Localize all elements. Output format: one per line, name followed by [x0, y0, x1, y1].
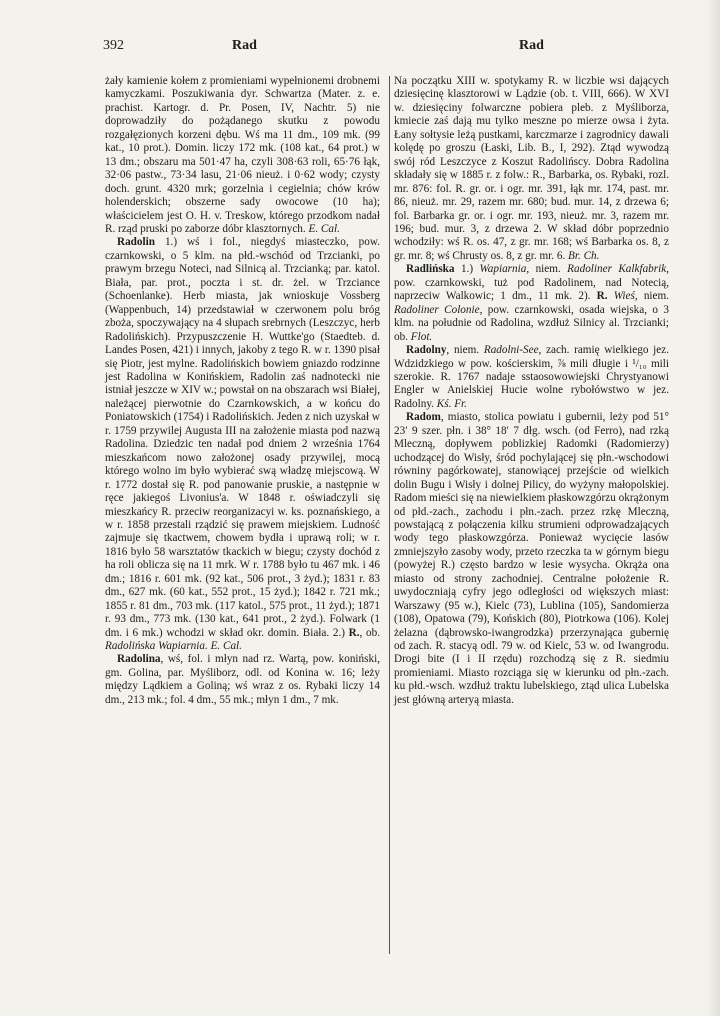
entry-text: , pow. czarnkowski, osada wiejska, o 3 klm. na południe od Radolina, wzdłuż Silnicy al. Trzcianki; ob.: [394, 303, 669, 343]
entry-text: 1.): [454, 263, 480, 276]
entry-headword: Radolina: [117, 653, 161, 666]
cross-reference: Flot.: [410, 330, 433, 343]
entry-text: , ob.: [359, 626, 381, 639]
entry-radom: [394, 411, 669, 707]
running-head-left: Rad: [232, 38, 257, 53]
page-number: 392: [103, 38, 124, 53]
page-header: [0, 38, 720, 62]
entry-headword: Radolin: [117, 236, 155, 249]
italic-name: Radoliner Colonie: [394, 303, 480, 316]
entry-headword: Radolny: [406, 344, 447, 357]
author-signature: Br. Ch.: [568, 249, 600, 262]
column-divider: [389, 76, 390, 954]
entry-radolina: [105, 653, 380, 707]
entry-text: , pow. czarnkowski, tuż pod Radolinem, nad Notecią, naprzeciw Walkowic; 1 dm., 11 mk. 2).: [394, 263, 669, 303]
entry-radolin: [105, 236, 380, 653]
entry-radlinska: [394, 263, 669, 344]
italic-name: Wapiarnia: [479, 263, 527, 276]
entry-text: , niem.: [634, 290, 669, 303]
paragraph-continuation: [394, 75, 669, 263]
left-column: [105, 75, 380, 707]
entry-text: , wś, fol. i młyn nad rz. Wartą, pow. koniński, gm. Golina, par. Myśliborz, odl. od Konina w. 16; leży między Lądkiem a Goliną; wś wraz z os. Rybaki liczy 14 dm., 213 mk.; fol. 4 dm., 55 mk.; młyn 1 dm., 7 mk.: [105, 653, 380, 706]
entry-text: 1.) wś i fol., niegdyś miasteczko, pow. czarnkowski, o 5 klm. na płd.-wschód od Trzcianki, po prawym brzegu Noteci, nad Silnicą al. Trzcianką; par. katol. Biała, par. prot., poczta i st. dr. żel. w Trzciance (Schoenlanke). Herb miasta, jak wnioskuje Vossberg (Wappenbuch, 14) przedstawiał w czerwonem polu bróg zboża, spoczywający na 4 słupach srebrnych (Leszczyc, herb Radolińskich). Przypuszczenie H. Wuttke'go (Staedteb. d. Landes Posen, 421) i innych, jakoby z tego R. w r. 1390 pisał się Piotr, jest mylne. Radolińskich bowiem gniazdo rodzinne jest Radolina w Konińskiem, Radolin zaś nadnotecki nie istniał jeszcze w XIV w.; powstał on na obszarach wsi Białej, należącej pierwotnie do Czarnkowskich, a w końcu do Poniatowskich (1754) i Radolińskich. Jeden z nich uzyskał w r. 1759 przywilej Augusta III na założenie miasta pod nazwą Radolina. Dziedzic ten nadał pod dniem 2 września 1764 mieszkańcom nowo założonej osady przywilej, mocą którego wolno im było wybierać swą władzę miejscową. W r. 1772 dostał się R. pod panowanie pruskie, a następnie w ręce jakiegoś Livonius'a. W 1848 r. oświadczyli się mieszkańcy R. przeciw reorganizacyi w. ks. poznańskiego, a w r. 1858 przestali rządzić się prawem miejskiem. Ludność zajmuje się tkactwem, chowem bydła i uprawą roli; w r. 1816 było 58 warsztatów tkackich w biegu; czysty dochód z ha roli oblicza się na 11 mrk. W r. 1788 było tu 467 mk. i 46 dm.; 1816 r. 601 mk. (92 kat., 506 prot., 3 żyd.); 1831 r. 83 dm., 627 mk. (60 kat., 552 prot., 15 żyd.); 1842 r. 721 mk.; 1855 r. 81 dm., 703 mk. (117 katol., 575 prot., 11 żyd.); 1871 r. 93 dm., 773 mk. (130 kat., 641 prot., 2 żyd.). Folwark (1 dm. i 6 mk.) wchodzi w skład okr. domin. Biała. 2.): [105, 236, 380, 639]
paragraph-continuation: [105, 75, 380, 236]
right-column: [394, 75, 669, 707]
entry-headword: Radom: [406, 411, 441, 424]
cross-reference: Radolińska Wapiarnia.: [105, 640, 208, 653]
author-signature: E. Cal.: [210, 640, 242, 653]
entry-headword-secondary: R.: [348, 626, 360, 639]
page-edge-shadow: [706, 0, 720, 1016]
entry-headword: Radlińska: [406, 263, 455, 276]
italic-name: Radoliner Kalkfabrik: [567, 263, 667, 276]
entry-text: , miasto, stolica powiatu i gubernii, leży pod 51° 23′ 9 szer. płn. i 38° 18′ 7 dłg. wsch. (od Ferro), nad rzką Mleczną, dopływem poblizkiej Radomki (Radomierzy) uchodzącej do Wisły, śród pochylającej się płn.-wschodowi równiny pagórkowatej, stanowiącej przejście od wielkich dolin Bugu i Wisły i dolnej Pilicy, do wyżyny małopolskiej. Radom mieści się na niewielkiem płaskowzgórzu okrążonym od płd.-zach., zachodu i płn.-zach. przez rzkę Mleczną, powstającą z połączenia kilku strumieni odprowadzających wody tego płaskowzgórza. Ponieważ wycięcie lasów zmniejszyło zasoby wody, przeto rzeczka ta w górnym biegu (powyżej R.) często bardzo w lesie wysycha. Okrąża ona miasto od strony zachodniej. Centralne położenie R. uwydoczniają cyfry jego odległości od większych miast: Warszawy (95 w.), Kielc (73), Lublina (105), Sandomierza (108), Opatowa (79), Końskich (80), Piotrkowa (106). Kolej żelazna (dąbrowsko-iwangrodzka) przerzynająca gubernię od zach. R. stacyą odl. 79 w. od Kielc, 53 w. od Iwangrodu. Drogi bite (I i II rzędu) rozchodzą się z R. siedmiu promieniami. Miasto rozciąga się w kierunku od płn.-zach. ku płd.-wsch. wzdłuż traktu lubelskiego, ztąd ulica Lubelska jest główną arteryą miasta.: [394, 411, 669, 706]
paragraph-text: żały kamienie kołem z promieniami wypełnionemi drobnemi kamyczkami. Poszukiwania dyr. Schwartza (Mater. z. e. prachist. Kartogr. d. Pr. Posen, IV, Nachtr. 5) nie doprowadziły do pożądanego skutku z powodu rozgałęzionych korzeni dębu. Wś ma 11 dm., 109 mk. (99 kat., 10 prot.). Domin. liczy 172 mk. (108 kat., 64 prot.) w 13 dm.; obszaru ma 501·47 ha, czyli 308·63 roli, 65·76 łąk, 32·06 pastw., 73·34 lasu, 21·06 nieuż. i 0·62 wody; czysty doch. grunt. 4320 mrk; gorzelnia i cegielnia; chów krów holenderskich; obszerne sady owocowe (10 ha); właścicielem jest O. H. v. Treskow, którego przodkom nadał R. rząd pruski po zaborze dóbr klasztornych.: [105, 75, 380, 235]
entry-radolny: [394, 344, 669, 411]
entry-text: , niem.: [526, 263, 568, 276]
author-signature: E. Cal.: [308, 222, 340, 235]
entry-headword-secondary: R.: [596, 290, 608, 303]
running-head-right: Rad: [519, 38, 544, 53]
entry-text: , niem.: [446, 344, 484, 357]
paragraph-text: Na początku XIII w. spotykamy R. w liczbie wsi dających dziesięcinę klasztorowi w Lądzie (ob. t. VIII, 666). W XVI w. dziesięciny folwarczne pobiera pleb. z Myśliborza, kmiecie zaś dają mu tylko meszne po mierze owsa i żyta. Łany sołtysie leżą pustkami, karczmarze i zagrodnicy dawali kolędę po groszu (Łaski, Lib. B., I, 292). Ztąd wywodzą swój ród Leszczyce z Koszut Radolińscy. Dobra Radolina składały się w 1885 r. z folw.: R., Barbarka, os. Rybaki, rozl. mr. 876: fol. R. gr. or. i ogr. mr. 391, łąk mr. 174, past. mr. 86, nieuż. mr. 29, razem mr. 680; bud. mur. 14, z drzewa 6; fol. Barbarka gr. or. i ogr. mr. 193, nieuż. mr. 3, razem mr. 196; bud. mur. 3, z drzewa 2. W skład dóbr poprzednio wchodziły: wś R. os. 47, z gr. mr. 168; wś Barbarka os. 8, z gr. mr. 8; wś Chrusty os. 8, z gr. mr. 6.: [394, 75, 669, 262]
author-signature: Kś. Fr.: [436, 397, 467, 410]
italic-name: Wieś: [607, 290, 635, 303]
italic-name: Radolni-See: [483, 344, 539, 357]
entry-text: , zach. ramię wielkiego jez. Wdzidzkiego w pow. kościerskim, ⅞ mili długie i ¹/₁₀ mili szerokie. R. 1767 nadaje sstaosowowiejski Chrystyanowi Engler w Anielskiej Hucie wolne rybołówstwo w jez. Radolny.: [394, 344, 669, 410]
